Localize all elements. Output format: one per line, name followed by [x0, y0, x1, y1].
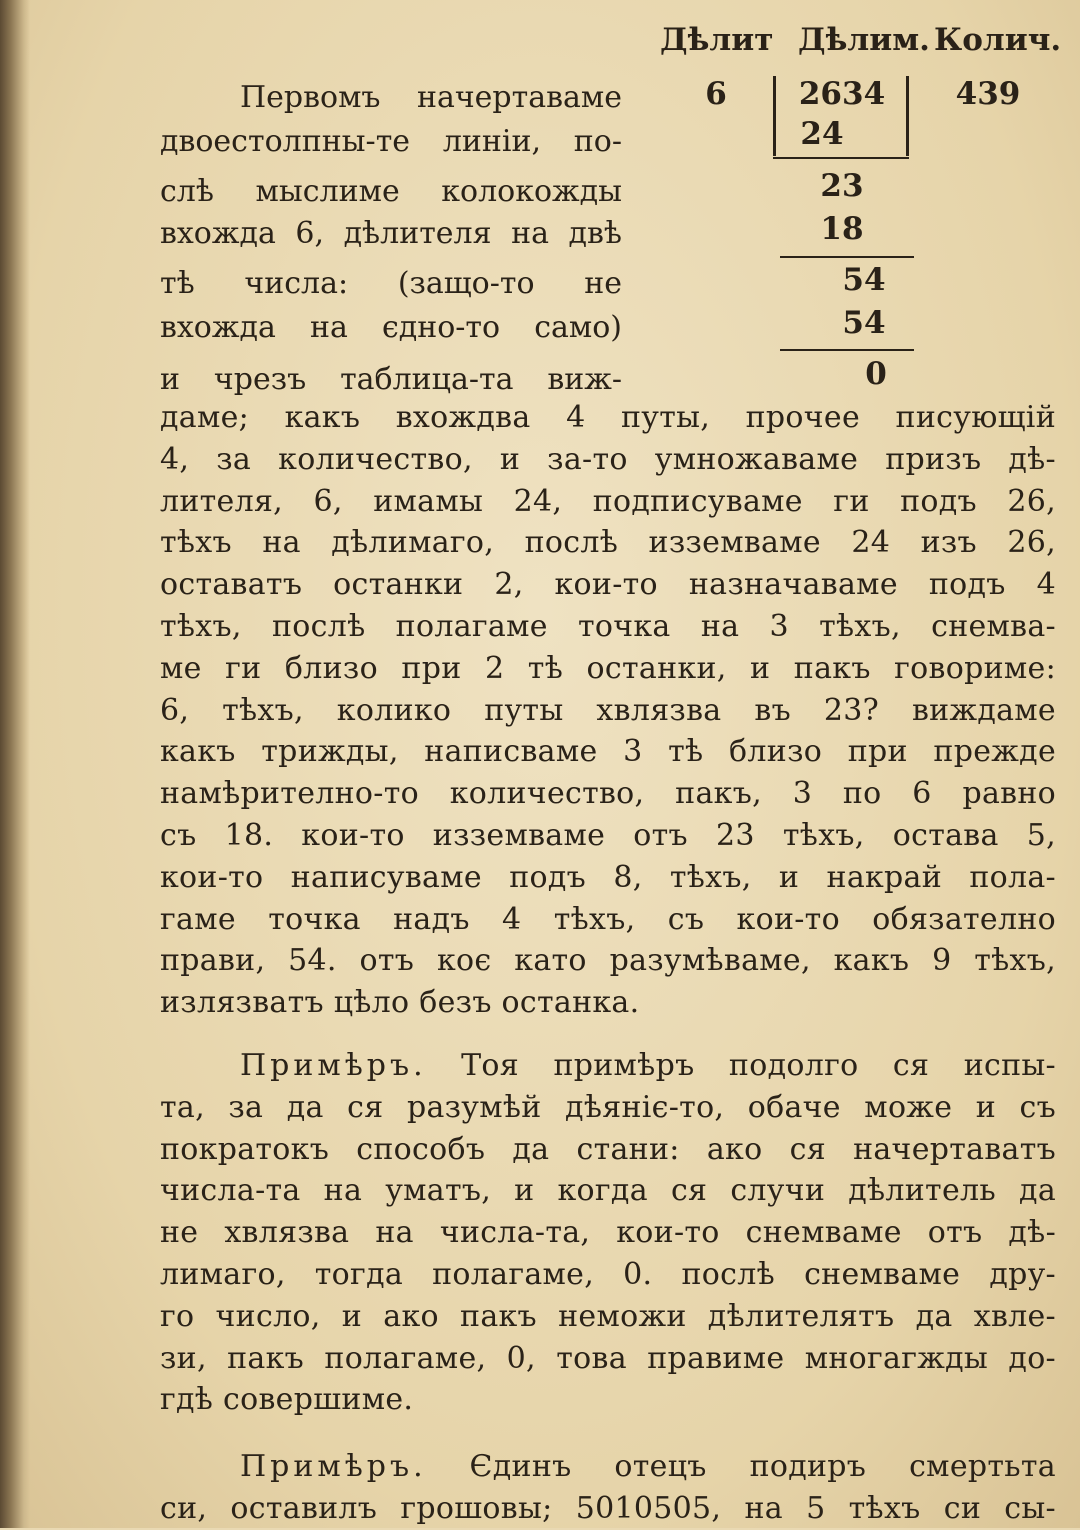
text-line: та, за да ся разумѣй дѣяніє-то, обаче може и съ — [160, 1089, 1056, 1125]
quotient-bar — [906, 76, 909, 156]
step-final-remainder: 0 — [865, 356, 887, 392]
text-line: лимаго, тогда полагаме, 0. послѣ снемваме дру- — [160, 1256, 1056, 1292]
paragraph-3 — [160, 1446, 1056, 1530]
paragraph-2 — [160, 1045, 1056, 1421]
header-quotient: Колич. — [934, 22, 1062, 58]
divisor-value: 6 — [705, 76, 727, 112]
text-span: Тоя примѣръ подолго ся испы- — [461, 1048, 1056, 1083]
text-span: Єдинъ отецъ подиръ смертьта — [469, 1449, 1056, 1484]
text-line: лителя, 6, имамы 24, подписуваме ги подъ 26, — [160, 483, 1056, 519]
division-rule — [780, 256, 914, 258]
text-line: вхожда 6, дѣлителя на двѣ — [160, 216, 622, 251]
text-line: 4, за количество, и за-то умножаваме призъ дѣ- — [160, 441, 1056, 477]
text-line: излязватъ цѣло безъ останка. — [160, 985, 640, 1021]
text-line — [160, 1045, 1056, 1087]
text-line: слѣ мыслиме колокожды — [160, 174, 622, 209]
text-line: ме ги близо при 2 тѣ останки, и пакъ говориме: — [160, 650, 1056, 686]
text-line: прави, 54. отъ коє като разумѣваме, какъ 9 тѣхъ, — [160, 943, 1056, 979]
text-line: даме; какъ вхождва 4 путы, прочее писующій — [160, 400, 1056, 435]
header-divisor: Дѣлит — [660, 22, 774, 58]
step-subtrahend: 18 — [820, 211, 864, 247]
step-subtrahend: 24 — [800, 116, 844, 152]
header-dividend: Дѣлим. — [798, 22, 930, 58]
text-line: тѣхъ, послѣ полагаме точка на 3 тѣхъ, снемва- — [160, 608, 1056, 644]
text-line: вхожда на єдно-то само) — [160, 310, 622, 345]
text-line: оставатъ останки 2, кои-то назначаваме подъ 4 — [160, 567, 1056, 603]
step-subtrahend: 54 — [842, 305, 886, 341]
text-line: гаме точка надъ 4 тѣхъ, съ кои-то обязателно — [160, 901, 1056, 937]
text-line: кои-то написуваме подъ 8, тѣхъ, и накрай пола- — [160, 859, 1056, 895]
text-line: числа-та на уматъ, и когда ся случи дѣлитель да — [160, 1173, 1056, 1209]
text-line: тѣхъ на дѣлимаго, послѣ изземваме 24 изъ 26, — [160, 525, 1056, 561]
text-line: го число, и ако пакъ неможи дѣлителятъ да хвле- — [160, 1298, 1056, 1334]
division-rule — [773, 157, 909, 159]
example-heading: Примѣръ. — [240, 1048, 427, 1083]
paragraph-1 — [160, 397, 1056, 1024]
book-gutter — [0, 0, 30, 1528]
step-remainder: 54 — [842, 262, 886, 298]
example-heading: Примѣръ. — [240, 1449, 427, 1484]
text-line: Первомъ начертаваме — [240, 80, 622, 115]
dividend-value: 2634 — [798, 76, 886, 112]
text-line: не хвлязва на числа-та, кои-то снемваме отъ дѣ- — [160, 1215, 1056, 1251]
quotient-value: 439 — [955, 76, 1021, 112]
text-line: намѣрително-то количество, пакъ, 3 по 6 равно — [160, 776, 1056, 812]
text-line: си, оставилъ грошовы; 5010505, на 5 тѣхъ си сы- — [160, 1490, 1056, 1526]
text-line: зи, пакъ полагаме, 0, това правиме многагжды до- — [160, 1340, 1056, 1376]
text-line: съ 18. кои-то изземваме отъ 23 тѣхъ, остава 5, — [160, 817, 1056, 853]
text-line: какъ трижды, написваме 3 тѣ близо при прежде — [160, 734, 1056, 770]
text-line: гдѣ совершиме. — [160, 1382, 414, 1418]
text-line: двоестолпны-те линіи, по- — [160, 124, 622, 159]
text-line: тѣ числа: (защо-то не — [160, 266, 622, 301]
text-line: и чрезъ таблица-та виж- — [160, 362, 622, 397]
text-line: 6, тѣхъ, колико путы хвлязва въ 23? виждаме — [160, 692, 1056, 728]
text-line — [160, 1446, 1056, 1488]
text-line: пократокъ способъ да стани: ако ся начертаватъ — [160, 1131, 1056, 1167]
step-remainder: 23 — [820, 168, 864, 204]
division-rule — [780, 349, 914, 351]
